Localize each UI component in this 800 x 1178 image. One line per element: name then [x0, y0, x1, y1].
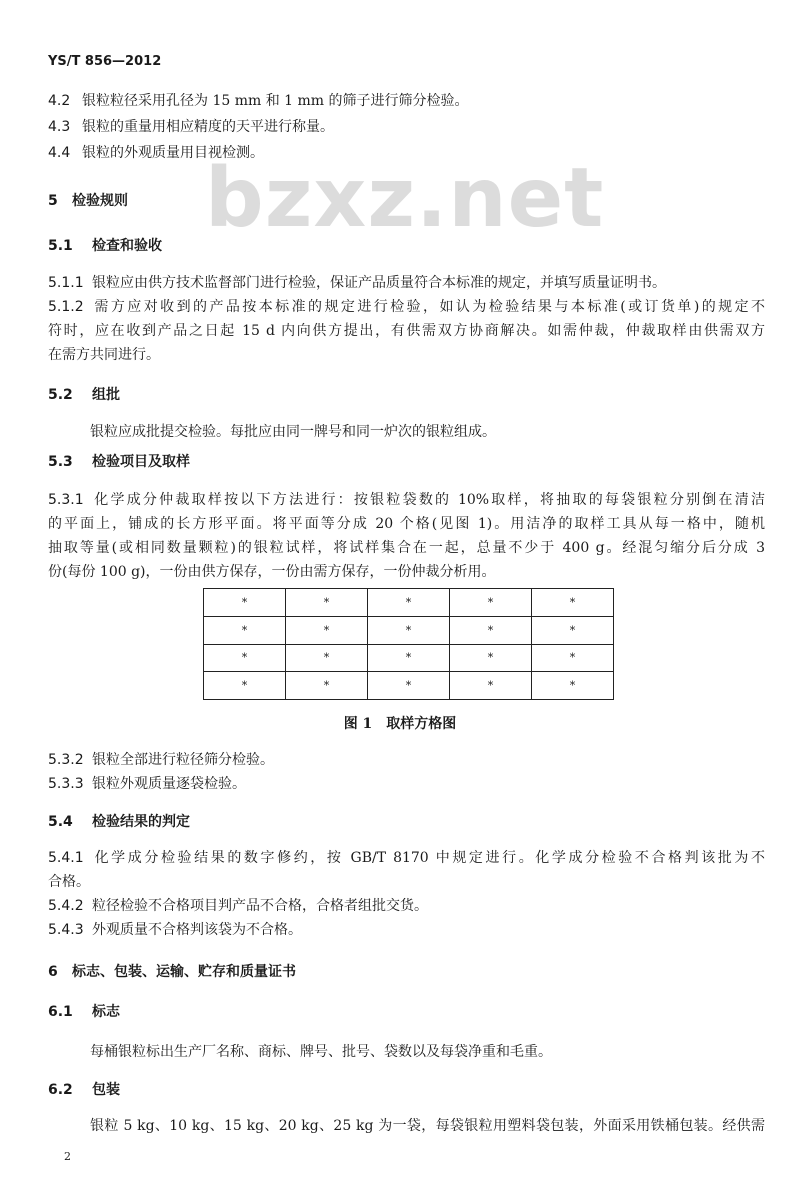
grid-cell: * — [450, 616, 532, 644]
clause-number: 5.4.2 — [48, 898, 84, 914]
clause-text: 外观质量不合格判该袋为不合格。 — [92, 922, 302, 938]
clause-number: 4.3 — [48, 119, 71, 135]
grid-cell: * — [532, 672, 614, 700]
section-number: 6.2 — [48, 1082, 73, 1098]
grid-cell: * — [204, 616, 286, 644]
clause-number: 5.3.1 — [48, 492, 84, 508]
clause-text: 银粒的外观质量用目视检测。 — [82, 145, 264, 161]
clause-number: 5.1.1 — [48, 275, 84, 291]
section-number: 6.1 — [48, 1004, 73, 1020]
grid-cell: * — [368, 589, 450, 617]
document-code-header: YS/T 856—2012 — [48, 54, 162, 69]
grid-row — [204, 672, 614, 700]
clause-4-4 — [48, 143, 264, 163]
section-6-heading — [48, 962, 296, 982]
section-5-4-heading — [48, 812, 190, 832]
grid-cell: * — [532, 616, 614, 644]
grid-cell: * — [286, 616, 368, 644]
grid-cell: * — [204, 644, 286, 672]
section-number: 5.1 — [48, 238, 73, 254]
section-number: 5 — [48, 193, 58, 209]
clause-4-3 — [48, 117, 334, 137]
clause-5-1-1 — [48, 273, 666, 293]
grid-row — [204, 589, 614, 617]
clause-5-3-2 — [48, 750, 274, 770]
clause-text: 银粒外观质量逐袋检验。 — [92, 776, 246, 792]
clause-5-1-2-line: 符时，应在收到产品之日起 15 d 内向供方提出，有供需双方协商解决。如需仲裁，仲裁取样由供需双方 — [48, 323, 765, 339]
section-6-2-body: 银粒 5 kg、10 kg、15 kg、20 kg、25 kg 为一袋，每袋银粒用塑料袋包装，外面采用铁桶包装。经供需 — [90, 1118, 765, 1134]
clause-number: 4.2 — [48, 93, 71, 109]
section-number: 5.2 — [48, 387, 73, 403]
section-title: 包装 — [92, 1082, 120, 1098]
clause-5-3-1-line: 的平面上，铺成的长方形平面。将平面等分成 20 个格(见图 1)。用洁净的取样工具从每一格中，随机 — [48, 516, 765, 532]
section-title: 标志、包装、运输、贮存和质量证书 — [72, 964, 296, 980]
grid-cell: * — [286, 644, 368, 672]
section-6-2-heading — [48, 1080, 120, 1100]
figure-caption: 图 1 取样方格图 — [343, 716, 457, 732]
grid-row — [204, 644, 614, 672]
section-number: 5.4 — [48, 814, 73, 830]
grid-cell: * — [286, 589, 368, 617]
grid-cell: * — [204, 672, 286, 700]
grid-cell: * — [450, 589, 532, 617]
section-title: 标志 — [92, 1004, 120, 1020]
grid-cell: * — [368, 616, 450, 644]
section-number: 5.3 — [48, 454, 73, 470]
clause-5-1-2-line: 在需方共同进行。 — [48, 347, 160, 363]
grid-cell: * — [204, 589, 286, 617]
clause-number: 5.1.2 — [48, 299, 84, 315]
clause-text: 粒径检验不合格项目判产品不合格，合格者组批交货。 — [92, 898, 428, 914]
clause-text: 化学成分仲裁取样按以下方法进行：按银粒袋数的 10%取样，将抽取的每袋银粒分别倒在清洁 — [92, 492, 765, 508]
section-5-1-heading — [48, 236, 162, 256]
grid-cell: * — [368, 672, 450, 700]
clause-text: 银粒粒径采用孔径为 15 mm 和 1 mm 的筛子进行筛分检验。 — [82, 93, 469, 109]
clause-text: 银粒应由供方技术监督部门进行检验，保证产品质量符合本标准的规定，并填写质量证明书。 — [92, 275, 666, 291]
grid-cell: * — [450, 644, 532, 672]
clause-5-4-1-line: 合格。 — [48, 874, 90, 890]
clause-5-4-3 — [48, 920, 302, 940]
grid-row — [204, 616, 614, 644]
section-title: 检查和验收 — [92, 238, 162, 254]
clause-number: 4.4 — [48, 145, 71, 161]
sampling-grid-table — [203, 588, 614, 700]
section-number: 6 — [48, 964, 58, 980]
section-title: 检验项目及取样 — [92, 454, 190, 470]
grid-cell: * — [286, 672, 368, 700]
section-5-2-heading — [48, 385, 120, 405]
section-6-1-heading — [48, 1002, 120, 1022]
section-5-3-heading — [48, 452, 190, 472]
grid-cell: * — [532, 589, 614, 617]
watermark: bzxz.net — [205, 151, 605, 246]
section-title: 检验规则 — [72, 193, 128, 209]
clause-5-3-1-line — [48, 490, 765, 510]
section-6-1-body: 每桶银粒标出生产厂名称、商标、牌号、批号、袋数以及每袋净重和毛重。 — [90, 1044, 552, 1060]
clause-text: 化学成分检验结果的数字修约，按 GB/T 8170 中规定进行。化学成分检验不合格判该批为不 — [92, 850, 765, 866]
clause-number: 5.4.1 — [48, 850, 84, 866]
clause-4-2 — [48, 91, 469, 111]
grid-cell: * — [450, 672, 532, 700]
clause-number: 5.3.3 — [48, 776, 84, 792]
clause-5-4-2 — [48, 896, 428, 916]
section-5-2-body: 银粒应成批提交检验。每批应由同一牌号和同一炉次的银粒组成。 — [90, 424, 496, 440]
page-number: 2 — [64, 1150, 71, 1163]
clause-number: 5.4.3 — [48, 922, 84, 938]
clause-5-1-2-line — [48, 297, 765, 317]
clause-text: 银粒全部进行粒径筛分检验。 — [92, 752, 274, 768]
grid-cell: * — [532, 644, 614, 672]
clause-5-3-3 — [48, 774, 246, 794]
clause-5-3-1-line: 抽取等量(或相同数量颗粒)的银粒试样，将试样集合在一起，总量不少于 400 g。经混匀缩分后分成 3 — [48, 540, 765, 556]
clause-5-3-1-line: 份(每份 100 g)，一份由供方保存，一份由需方保存，一份仲裁分析用。 — [48, 564, 496, 580]
clause-text: 需方应对收到的产品按本标准的规定进行检验，如认为检验结果与本标准(或订货单)的规定不 — [92, 299, 765, 315]
clause-5-4-1-line — [48, 848, 765, 868]
section-5-heading — [48, 191, 128, 211]
clause-text: 银粒的重量用相应精度的天平进行称量。 — [82, 119, 334, 135]
section-title: 组批 — [92, 387, 120, 403]
grid-cell: * — [368, 644, 450, 672]
clause-number: 5.3.2 — [48, 752, 84, 768]
section-title: 检验结果的判定 — [92, 814, 190, 830]
